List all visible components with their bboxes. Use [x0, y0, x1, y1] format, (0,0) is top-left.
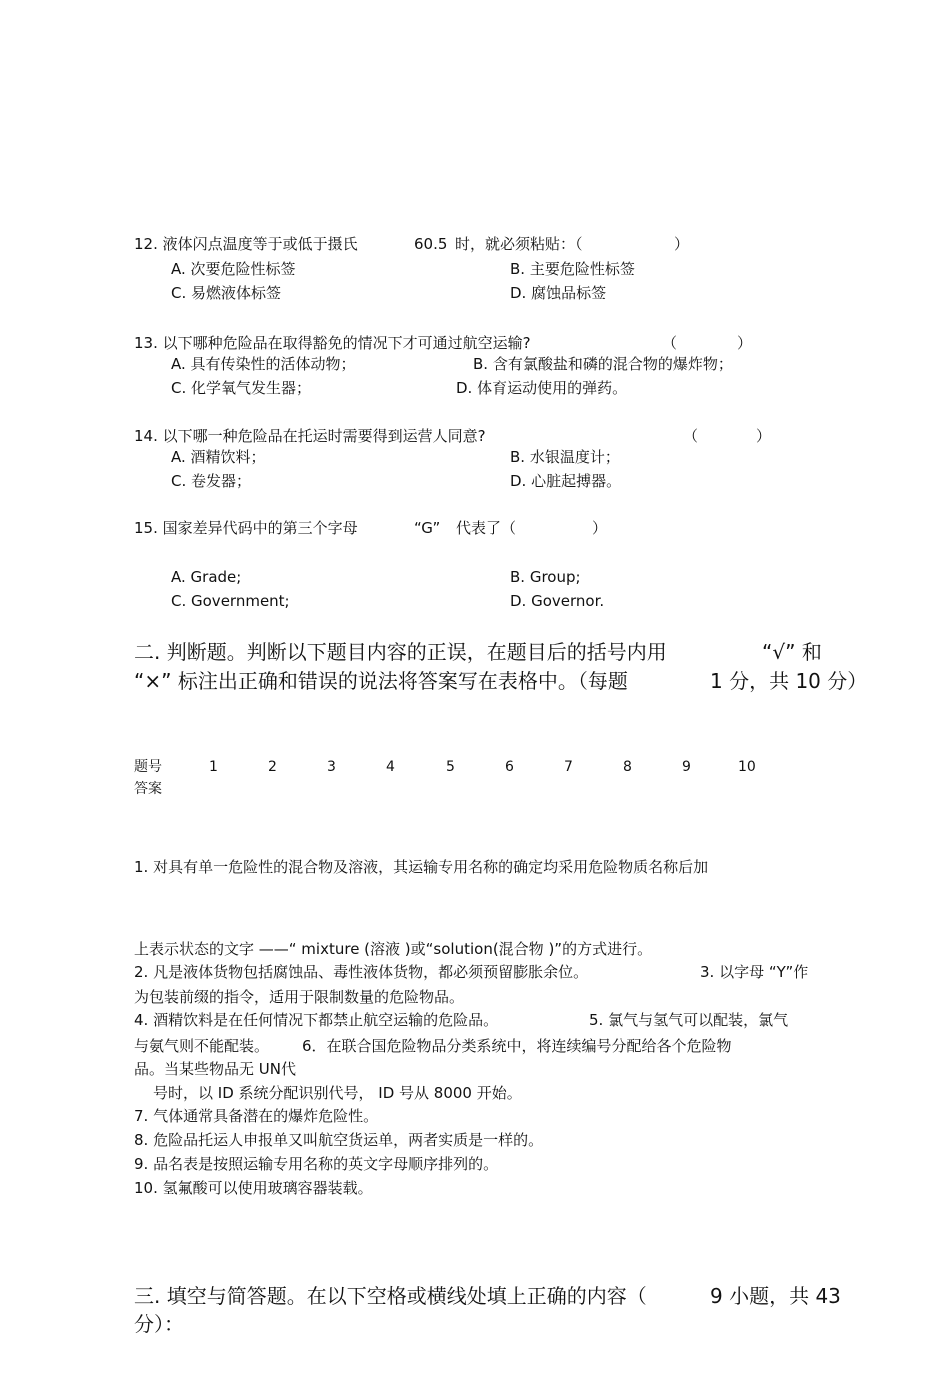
q13-close-paren: ）	[737, 334, 753, 352]
answer-table-number: 8	[623, 759, 632, 775]
tf-statement-7: 7. 气体通常具备潜在的爆炸危险性。	[134, 1107, 379, 1125]
q12-rest: 时，就必须粘贴：（	[455, 235, 583, 253]
q14-stem: 14. 以下哪一种危险品在托运时需要得到运营人同意?	[134, 427, 486, 445]
q13-option-c: C. 化学氧气发生器；	[171, 379, 312, 397]
tf-statement-8: 8. 危险品托运人申报单又叫航空货运单，两者实质是一样的。	[134, 1131, 544, 1149]
section2-heading-symbol-check: “√” 和	[762, 640, 822, 664]
section3-heading-line1: 三. 填空与简答题。在以下空格或横线处填上正确的内容（	[134, 1284, 647, 1308]
tf-statement-1-line1: 1. 对具有单一危险性的混合物及溶液，其运输专用名称的确定均采用危险物质名称后加	[134, 858, 709, 876]
q12-option-a: A. 次要危险性标签	[171, 260, 296, 278]
q15-rest: 代表了（	[456, 519, 517, 537]
answer-table-number: 9	[682, 759, 691, 775]
q12-option-c: C. 易燃液体标签	[171, 284, 282, 302]
q15-close-paren: ）	[592, 519, 608, 537]
section3-heading-count: 9 小题，共 43	[710, 1284, 841, 1308]
tf-statement-3-line1: 3. 以字母 “Y”作	[700, 963, 809, 981]
tf-statement-5-line1: 5. 氯气与氢气可以配装，氯气	[589, 1011, 789, 1029]
tf-statement-10: 10. 氢氟酸可以使用玻璃容器装载。	[134, 1179, 373, 1197]
tf-statement-3-line2: 为包装前缀的指令，适用于限制数量的危险物品。	[134, 988, 465, 1006]
answer-table-number: 5	[446, 759, 455, 775]
q14-option-c: C. 卷发器；	[171, 472, 252, 490]
q13-stem: 13. 以下哪种危险品在取得豁免的情况下才可通过航空运输?	[134, 334, 531, 352]
q15-letter: “G”	[414, 519, 441, 537]
tf-statement-2: 2. 凡是液体货物包括腐蚀品、毒性液体货物，都必须预留膨胀余位。	[134, 963, 589, 981]
q12-value: 60.5	[414, 235, 448, 253]
answer-table-number: 1	[209, 759, 218, 775]
answer-table-number: 3	[327, 759, 336, 775]
section2-heading-score: 1 分，共 10 分）	[710, 669, 868, 693]
tf-statement-4: 4. 酒精饮料是在任何情况下都禁止航空运输的危险品。	[134, 1011, 499, 1029]
answer-table-number: 4	[386, 759, 395, 775]
answer-table-number: 7	[564, 759, 573, 775]
q14-open-paren: （	[683, 427, 699, 445]
q14-option-b: B. 水银温度计；	[510, 448, 620, 466]
section2-heading-line2: “×” 标注出正确和错误的说法将答案写在表格中。（每题	[134, 669, 628, 693]
q12-option-b: B. 主要危险性标签	[510, 260, 635, 278]
q13-open-paren: （	[662, 334, 678, 352]
q12-stem: 12. 液体闪点温度等于或低于摄氏	[134, 235, 358, 253]
tf-statement-6-line3: 号时，以 ID 系统分配识别代号， ID 号从 8000 开始。	[153, 1084, 522, 1102]
q15-option-b: B. Group;	[510, 568, 581, 586]
section2-heading-line1: 二. 判断题。判断以下题目内容的正误，在题目后的括号内用	[134, 640, 667, 664]
tf-statement-6-line1: 6．在联合国危险物品分类系统中，将连续编号分配给各个危险物	[302, 1037, 732, 1055]
answer-table-answer-label: 答案	[134, 781, 162, 797]
q14-option-d: D. 心脏起搏器。	[510, 472, 622, 490]
section3-heading-line2: 分）：	[134, 1312, 184, 1336]
q12-close-paren: ）	[674, 235, 690, 253]
q15-option-c: C. Government;	[171, 592, 290, 610]
q15-stem: 15. 国家差异代码中的第三个字母	[134, 519, 358, 537]
tf-statement-1-line2: 上表示状态的文字 ——“ mixture (溶液 )或“solution(混合物 )”的方式进行。	[134, 940, 653, 958]
tf-statement-6-line2: 品。当某些物品无 UN代	[134, 1060, 296, 1078]
tf-statement-5-line2: 与氨气则不能配装。	[134, 1037, 270, 1055]
answer-table-number: 2	[268, 759, 277, 775]
answer-table-number: 6	[505, 759, 514, 775]
q15-option-a: A. Grade;	[171, 568, 242, 586]
answer-table-header-label: 题号	[134, 759, 162, 775]
tf-statement-9: 9. 品名表是按照运输专用名称的英文字母顺序排列的。	[134, 1155, 499, 1173]
q13-option-a: A. 具有传染性的活体动物；	[171, 355, 356, 373]
q14-option-a: A. 酒精饮料；	[171, 448, 266, 466]
q14-close-paren: ）	[756, 427, 772, 445]
answer-table-number: 10	[738, 759, 756, 775]
q12-option-d: D. 腐蚀品标签	[510, 284, 607, 302]
q13-option-d: D. 体育运动使用的弹药。	[456, 379, 628, 397]
q13-option-b: B. 含有氯酸盐和磷的混合物的爆炸物；	[473, 355, 733, 373]
q15-option-d: D. Governor.	[510, 592, 605, 610]
